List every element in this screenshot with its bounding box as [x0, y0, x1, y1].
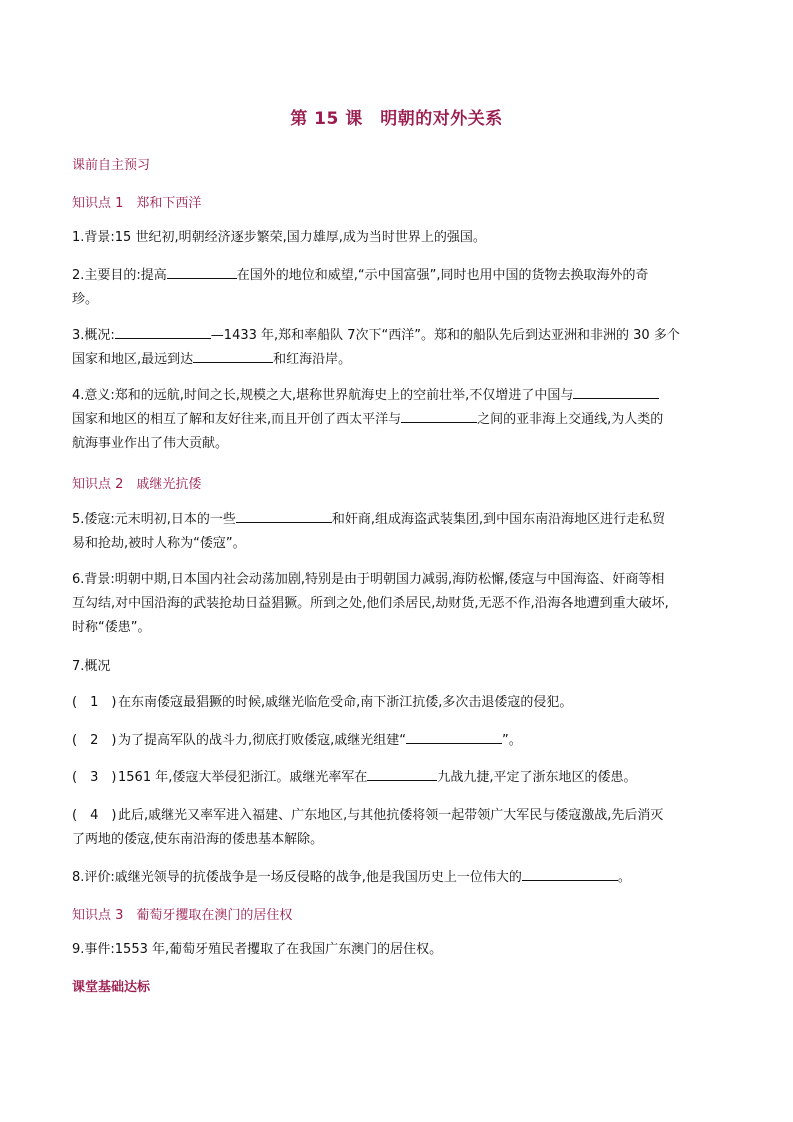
- item-5: 5.倭寇:元末明初,日本的一些 和奸商,组成海盗武装集团,到中国东南沿海地区进行走私贸 易和抢劫,被时人称为“倭寇”。: [72, 508, 722, 556]
- section-preview: 课前自主预习: [72, 158, 151, 173]
- fill-blank[interactable]: [236, 509, 332, 523]
- fill-blank[interactable]: [522, 867, 618, 881]
- item-7-sub-2: ( 2 ) 为了提高军队的战斗力,彻底打败倭寇,戚继光组建“ ”。: [72, 729, 722, 753]
- fill-blank[interactable]: [406, 730, 502, 744]
- fill-blank[interactable]: [193, 349, 273, 363]
- item-7-sub-4: ( 4 ) 此后,戚继光又率军进入福建、广东地区,与其他抗倭将领一起带领广大军民与倭寇激战,先后消灭 了两地的倭寇,使东南沿海的倭患基本解除。: [72, 808, 664, 847]
- fill-blank[interactable]: [167, 265, 237, 279]
- item-1: 1.背景:15 世纪初,明朝经济逐步繁荣,国力雄厚,成为当时世界上的强国。: [72, 230, 486, 245]
- fill-blank[interactable]: [401, 409, 477, 423]
- item-9: 9.事件:1553 年,葡萄牙殖民者攫取了在我国广东澳门的居住权。: [72, 942, 443, 957]
- lesson-title: 第 15 课 明朝的对外关系: [290, 109, 503, 129]
- item-7: 7.概况: [72, 659, 111, 674]
- fill-blank[interactable]: [367, 767, 437, 781]
- item-7-sub-3: ( 3 ) 1561 年,倭寇大举侵犯浙江。戚继光率军在 九战九捷,平定了浙东地区的倭患。: [72, 766, 722, 790]
- knowledge-point-2: 知识点 2 戚继光抗倭: [72, 477, 202, 492]
- item-2: 2.主要目的:提高 在国外的地位和威望,“示中国富强”,同时也用中国的货物去换取海外的奇 珍。: [72, 264, 722, 312]
- fill-blank[interactable]: [115, 325, 211, 339]
- item-8: 8.评价:戚继光领导的抗倭战争是一场反侵略的战争,他是我国历史上一位伟大的 。: [72, 866, 722, 890]
- knowledge-point-1: 知识点 1 郑和下西洋: [72, 196, 202, 211]
- knowledge-point-3: 知识点 3 葡萄牙攫取在澳门的居住权: [72, 908, 293, 923]
- item-6: 6.背景:明朝中期,日本国内社会动荡加剧,特别是由于明朝国力减弱,海防松懈,倭寇与中国海盗、奸商等相 互勾结,对中国沿海的武装抢劫日益猖獗。所到之处,他们杀居民,劫财货,无恶不作,沿海各地遭到重大破坏, 时称“倭患”。: [72, 572, 669, 635]
- item-3: 3.概况: —1433 年,郑和率船队 7次下“西洋”。郑和的船队先后到达亚洲和非洲的 30 多个 国家和地区,最远到达 和红海沿岸。: [72, 324, 722, 372]
- item-7-sub-1: ( 1 ) 在东南倭寇最猖獗的时候,戚继光临危受命,南下浙江抗倭,多次击退倭寇的侵犯。: [72, 695, 573, 710]
- item-4: 4.意义:郑和的远航,时间之长,规模之大,堪称世界航海史上的空前壮举,不仅增进了中国与 国家和地区的相互了解和友好往来,而且开创了西太平洋与 之间的亚非海上交通线,为人类的 航海事业作出了伟大贡献。: [72, 384, 722, 456]
- fill-blank[interactable]: [573, 385, 659, 399]
- section-class-basics: 课堂基础达标: [72, 980, 151, 995]
